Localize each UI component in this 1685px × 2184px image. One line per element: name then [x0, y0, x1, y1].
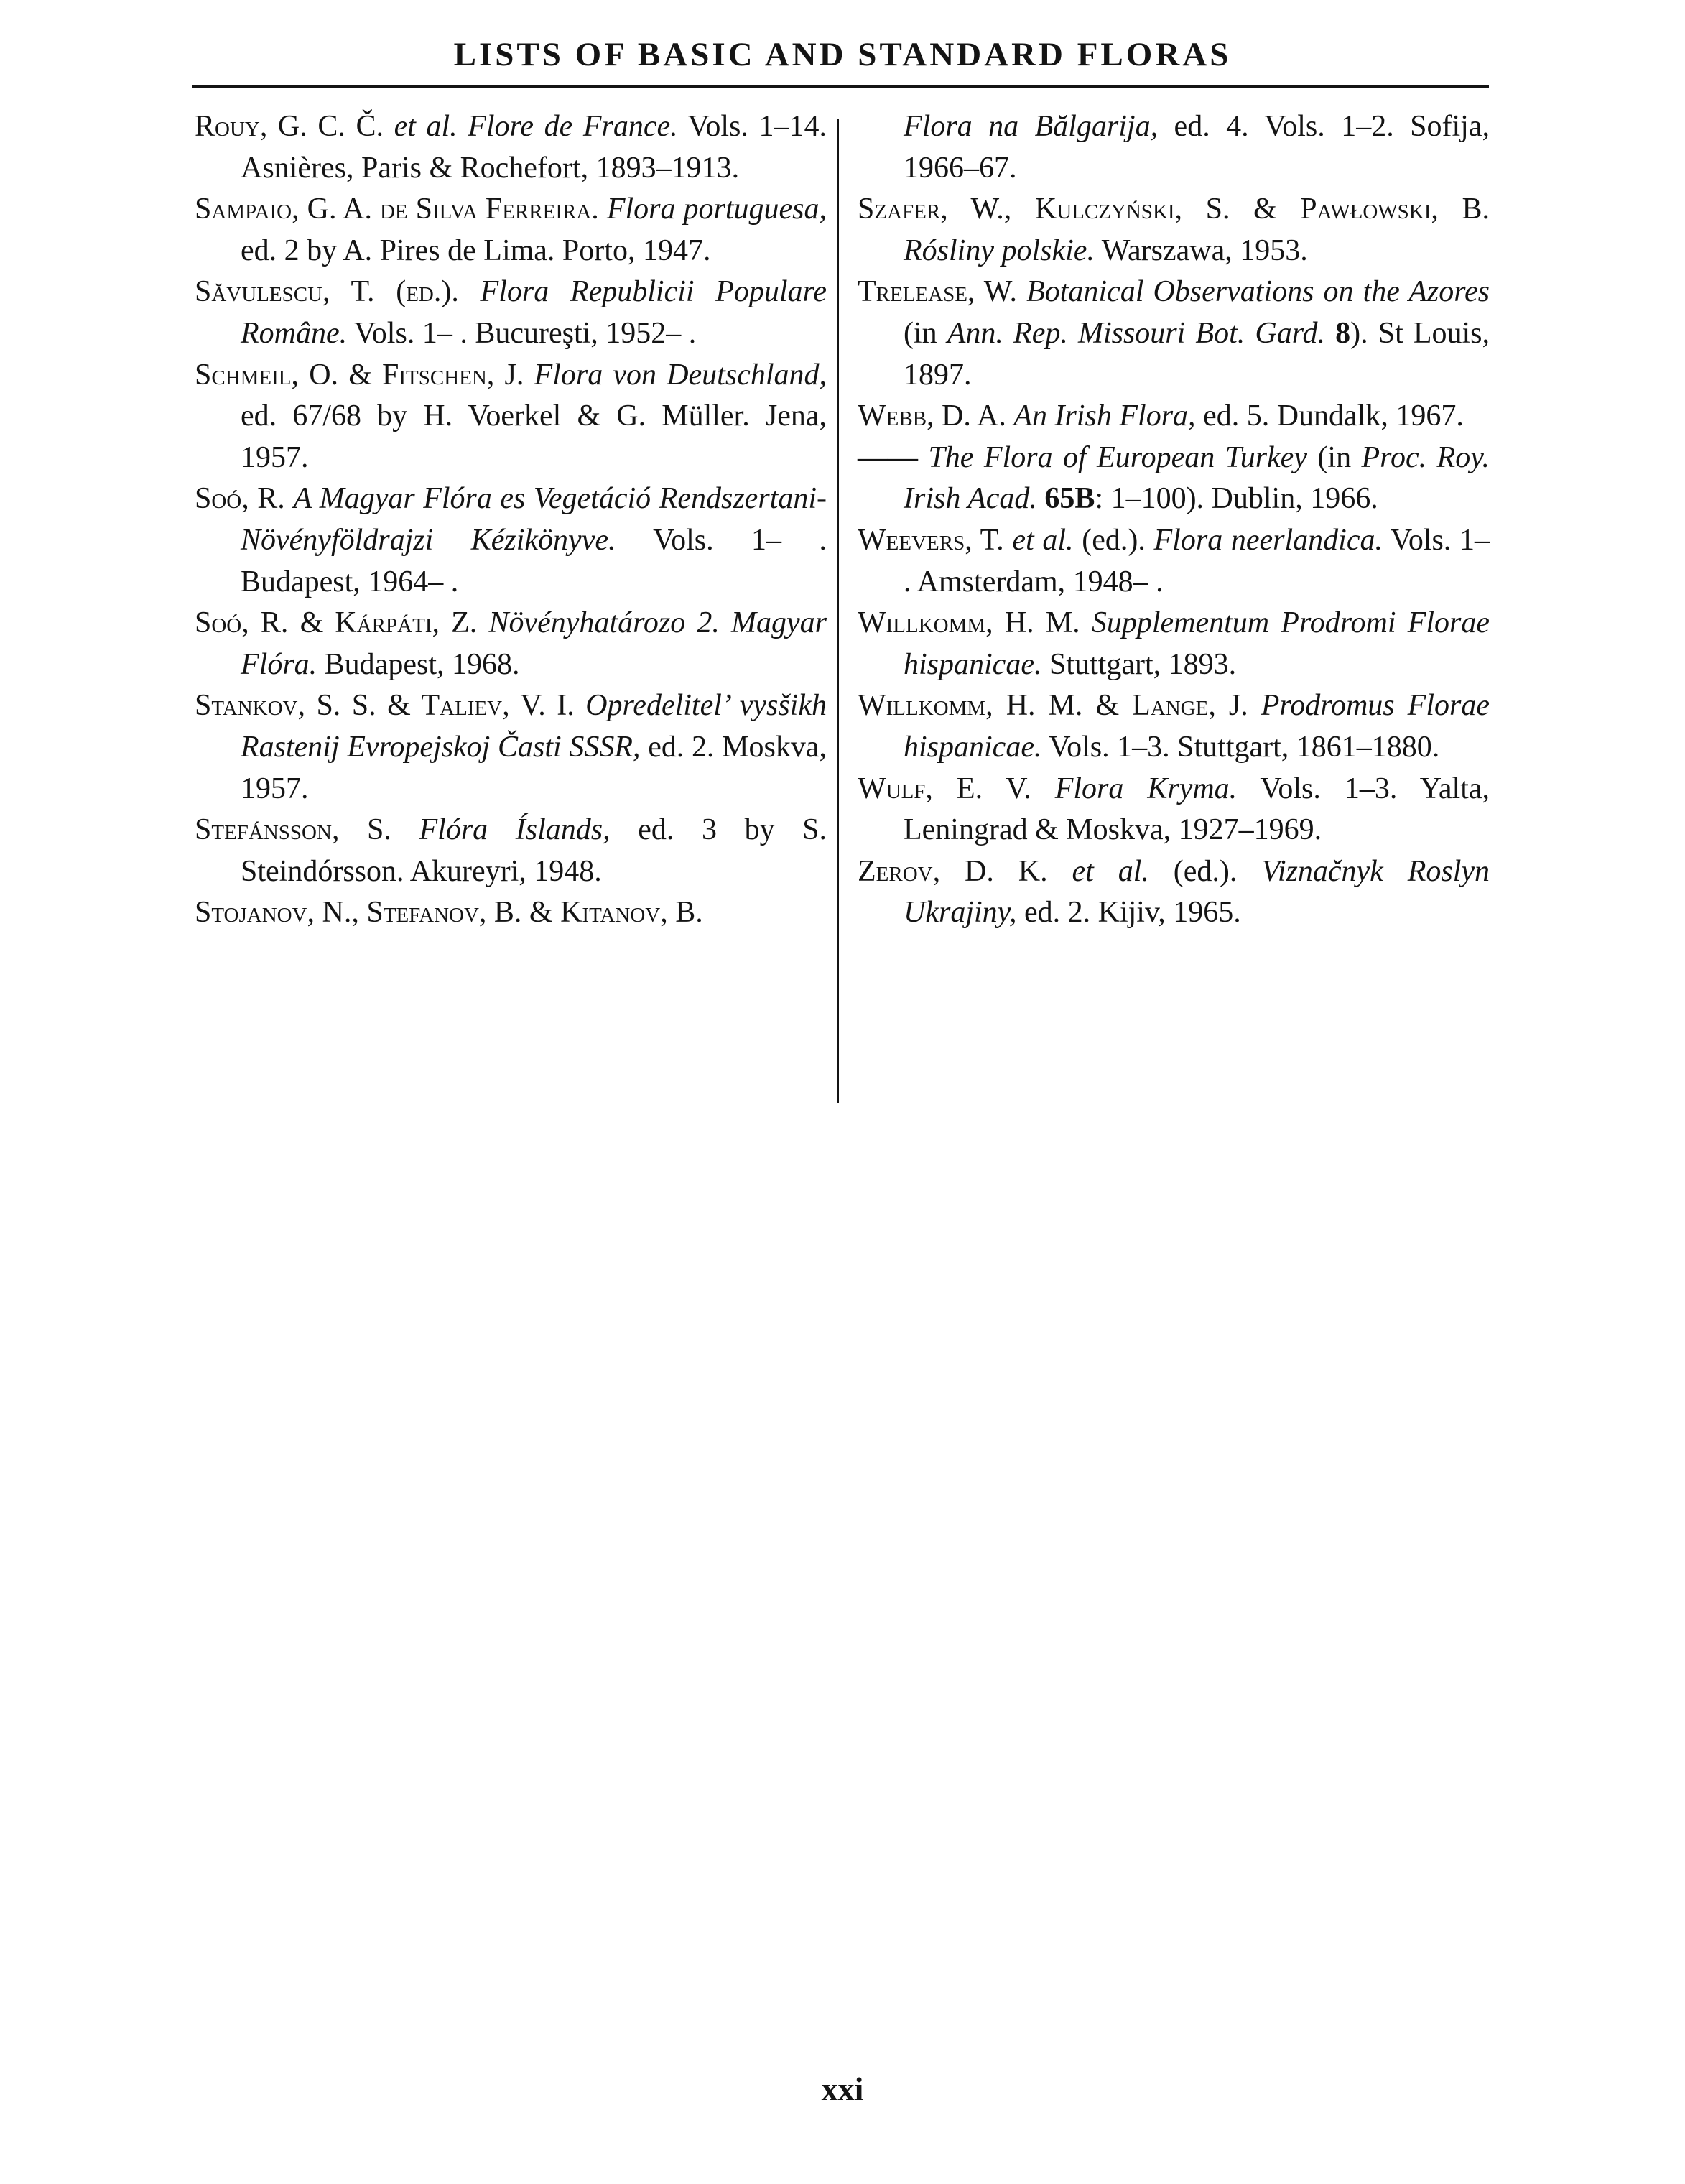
column-divider	[837, 119, 839, 1103]
entry-author: Weevers, T.	[858, 523, 1004, 557]
entry-details: Stuttgart, 1893.	[1049, 647, 1237, 681]
entry-willkomm-2	[858, 685, 1490, 768]
entry-details: ed. 2. Moskva, 1957.	[241, 730, 827, 805]
entry-in: (in	[904, 316, 937, 350]
entry-ed: (ed.).	[1082, 523, 1146, 557]
entry-details: Vols. 1– . Bucureşti, 1952– .	[353, 316, 697, 350]
entry-author: Willkomm, H. M.	[858, 606, 1080, 640]
entry-author: Trelease, W.	[858, 275, 1018, 309]
entry-ed: (ed.).	[1173, 854, 1238, 888]
entry-details: ed. 2. Kijiv, 1965.	[1023, 896, 1241, 930]
entry-details: ). St Louis, 1897.	[904, 316, 1490, 392]
entry-details: ed. 2 by A. Pires de Lima. Porto, 1947.	[241, 233, 711, 267]
entry-etal: et al.	[1012, 523, 1074, 557]
entry-title: Flora Republicii Populare Române.	[241, 275, 827, 350]
entry-author: Webb, D. A.	[858, 399, 1006, 433]
page-number: xxi	[821, 2070, 864, 2107]
entry-author: Stefánsson, S.	[195, 813, 391, 847]
entry-stojanov-continued	[858, 106, 1490, 189]
entry-title: Flora na Bălgarija,	[904, 110, 1159, 143]
entry-details: : 1–100). Dublin, 1966.	[1095, 482, 1378, 516]
entry-title: Flora Kryma.	[1054, 772, 1238, 805]
entry-savulescu	[195, 272, 827, 354]
entry-rouy	[195, 106, 827, 189]
entry-title: A Magyar Flóra es Vegetáció Rendszertani-Növényföldrajzi Kézikönyve.	[241, 482, 827, 557]
entry-author: Sampaio, G. A. de Silva Ferreira.	[195, 193, 599, 226]
entry-details: Vols. 1–3. Yalta, Leningrad & Moskva, 1927–1969.	[904, 772, 1490, 847]
entry-details: ed. 67/68 by H. Voerkel & G. Müller. Jena, 1957.	[241, 399, 827, 474]
entry-details: ed. 5. Dundalk, 1967.	[1203, 399, 1464, 433]
entry-etal: et al.	[394, 110, 458, 143]
entry-title: Flore de France.	[468, 110, 678, 143]
entry-willkomm-1	[858, 603, 1490, 685]
entry-title: Flora neerlandica.	[1153, 523, 1383, 557]
entry-title: The Flora of European Turkey	[928, 440, 1307, 474]
entry-webb-1	[858, 396, 1490, 438]
entry-author: Rouy, G. C. Č.	[195, 110, 384, 143]
entry-author: Schmeil, O. & Fitschen, J.	[195, 358, 524, 392]
left-column	[195, 106, 827, 934]
entry-title: Prodromus Florae hispanicae.	[904, 689, 1490, 764]
entry-author: Soó, R.	[195, 482, 285, 516]
entry-title: Botanical Observations on the Azores	[1026, 275, 1490, 309]
entry-title: Rósliny polskie.	[904, 233, 1095, 267]
entry-wulf	[858, 769, 1490, 851]
entry-details: Warszawa, 1953.	[1101, 233, 1308, 267]
entry-author: Soó, R. & Kárpáti, Z.	[195, 606, 478, 640]
entry-journal: Ann. Rep. Missouri Bot. Gard.	[947, 316, 1325, 350]
entry-title: Növényhatározo 2. Magyar Flóra.	[241, 606, 827, 681]
entry-sampaio	[195, 189, 827, 272]
entry-journal: Proc. Roy. Irish Acad.	[904, 440, 1490, 516]
entry-author: Zerov, D. K.	[858, 854, 1048, 888]
entry-stojanov	[195, 892, 827, 934]
entry-stefansson	[195, 810, 827, 892]
entry-volume: 8	[1335, 316, 1351, 350]
entry-in: (in	[1317, 440, 1352, 474]
entry-schmeil	[195, 355, 827, 479]
entry-title: Viznačnyk Roslyn Ukrajiny,	[904, 854, 1490, 930]
entry-zerov	[858, 851, 1490, 934]
entry-details: Budapest, 1968.	[324, 647, 520, 681]
entry-details: Vols. 1– . Amsterdam, 1948– .	[904, 523, 1490, 598]
entry-title: Flora portuguesa,	[606, 193, 827, 226]
entry-title: An Irish Flora,	[1013, 399, 1196, 433]
entry-details: ed. 3 by S. Steindórsson. Akureyri, 1948.	[241, 813, 827, 888]
entry-title: Flóra Íslands,	[419, 813, 611, 847]
entry-webb-2	[858, 438, 1490, 520]
entry-title: Supplementum Prodromi Florae hispanicae.	[904, 606, 1490, 681]
entry-stankov	[195, 685, 827, 810]
right-column	[858, 106, 1490, 934]
entry-author: Szafer, W., Kulczyński, S. & Pawłowski, B.	[858, 193, 1490, 226]
running-head: LISTS OF BASIC AND STANDARD FLORAS	[453, 36, 1232, 73]
entry-author: Willkomm, H. M. & Lange, J.	[858, 689, 1248, 723]
entry-author: Săvulescu, T. (ed.).	[195, 275, 459, 309]
entry-trelease	[858, 272, 1490, 396]
entry-etal: et al.	[1072, 854, 1149, 888]
entry-details: ed. 4. Vols. 1–2. Sofija, 1966–67.	[904, 110, 1490, 185]
entry-soo-1	[195, 478, 827, 603]
entry-details: Vols. 1– . Budapest, 1964– .	[241, 523, 827, 598]
entry-volume: 65B	[1044, 482, 1095, 516]
entry-author: Stojanov, N., Stefanov, B. & Kitanov, B.	[195, 896, 703, 930]
entry-title: Opredelitel’ vysšikh Rastenij Evropejskoj Časti SSSR,	[241, 689, 827, 764]
entry-details: Vols. 1–3. Stuttgart, 1861–1880.	[1049, 730, 1440, 764]
entry-author: Wulf, E. V.	[858, 772, 1031, 805]
entry-author: Stankov, S. S. & Taliev, V. I.	[195, 689, 575, 723]
header-rule	[192, 85, 1489, 88]
entry-details: Vols. 1–14. Asnières, Paris & Rochefort, 1893–1913.	[241, 110, 827, 185]
entry-szafer	[858, 189, 1490, 272]
entry-weevers	[858, 520, 1490, 603]
entry-title: Flora von Deutschland,	[534, 358, 827, 392]
entry-soo-2	[195, 603, 827, 685]
ditto-dash: ——	[858, 440, 918, 474]
